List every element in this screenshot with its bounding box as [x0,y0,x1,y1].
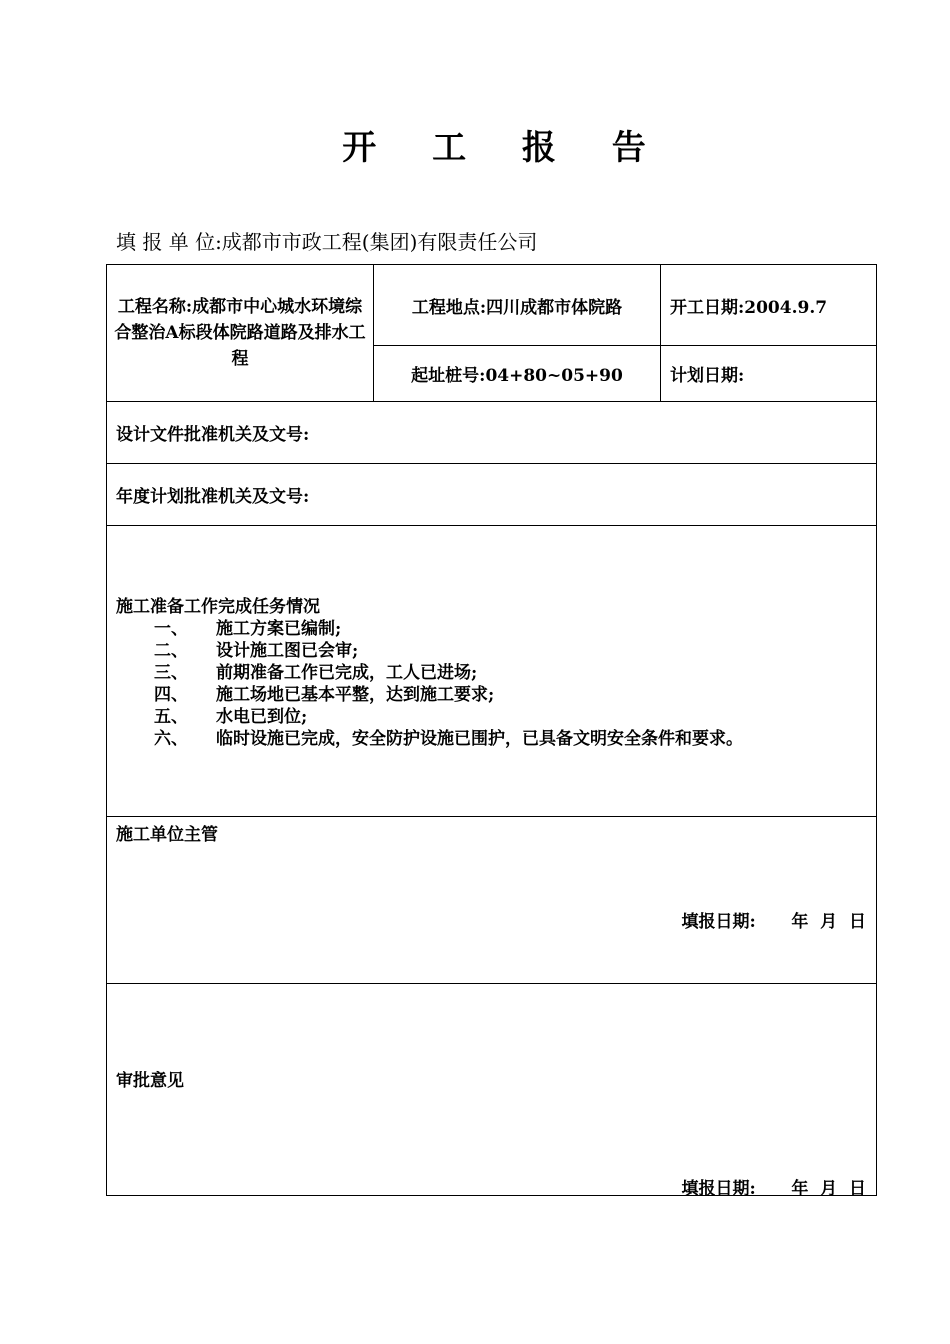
list-item-text: 前期准备工作已完成，工人已进场; [216,663,478,683]
planned-date-cell: 计划日期: [670,366,745,386]
start-date-cell: 开工日期:2004.9.7 [670,297,828,318]
list-item [116,728,743,750]
list-item-text: 临时设施已完成，安全防护设施已围护，已具备文明安全条件和要求。 [216,729,743,749]
reporting-unit: 填 报 单 位:成都市市政工程(集团)有限责任公司 [116,230,538,254]
row-divider [106,816,877,817]
project-name-cell: 工程名称:成都市中心城水环境综合整治A标段体院路道路及排水工程 [114,297,366,369]
list-item-number: 三、 [154,663,188,683]
list-item [116,662,743,684]
list-item-number: 四、 [154,685,188,705]
list-item [116,684,743,706]
supervisor-label: 施工单位主管 [116,825,218,845]
list-item-text: 施工场地已基本平整，达到施工要求; [216,685,495,705]
list-item [116,618,743,640]
project-location-cell: 工程地点:四川成都市体院路 [411,297,623,318]
list-item-number: 六、 [154,729,188,749]
table-border-right [876,264,877,1196]
list-item [116,640,743,662]
preparation-section [116,596,743,750]
row-divider [106,983,877,984]
annual-plan-approval-cell: 年度计划批准机关及文号: [116,487,310,507]
list-item-number: 一、 [154,619,188,639]
list-item-text: 设计施工图已会审; [216,641,359,661]
design-approval-cell: 设计文件批准机关及文号: [116,425,310,445]
list-item-number: 五、 [154,707,188,727]
preparation-heading: 施工准备工作完成任务情况 [116,597,320,617]
row-divider [106,525,877,526]
list-item-text: 水电已到位; [216,707,308,727]
list-item-number: 二、 [154,641,188,661]
column-divider [660,264,661,402]
page-title: 开 工 报 告 [342,128,668,168]
approval-fill-date: 填报日期: 年 月 日 [681,1179,866,1199]
stake-number-cell: 起址桩号:04+80~05+90 [411,366,623,386]
supervisor-fill-date: 填报日期: 年 月 日 [681,912,866,932]
list-item [116,706,743,728]
list-item-text: 施工方案已编制; [216,619,342,639]
table-border-left [106,264,107,1196]
approval-opinion-label: 审批意见 [116,1071,184,1091]
